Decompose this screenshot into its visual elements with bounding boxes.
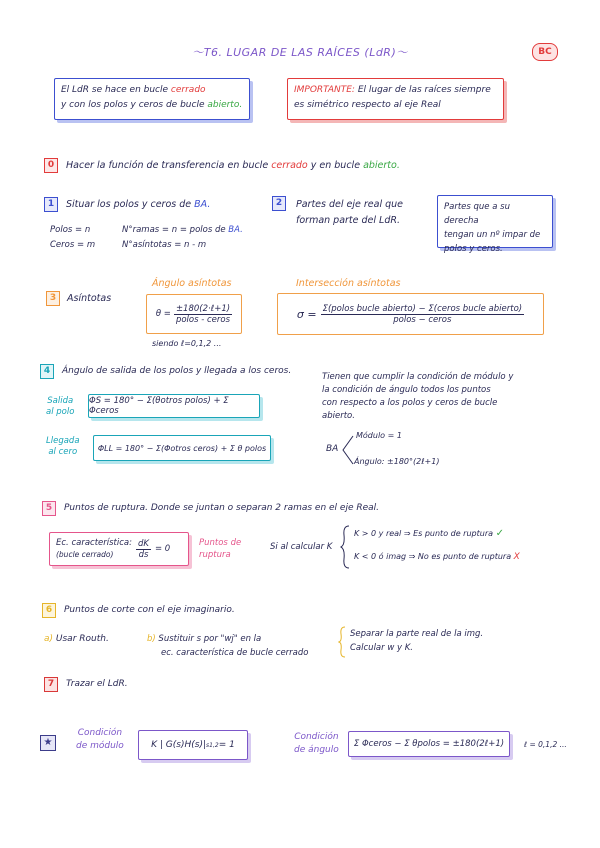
step-7-text: Trazar el LdR. (66, 679, 128, 689)
step-5-number: 5 (42, 501, 56, 516)
case-k-positive: K > 0 y real ⇒ Es punto de ruptura ✓ (354, 528, 504, 539)
option-b: b) Sustituir s por "wj" en la ec. característica de bucle cerrado (147, 634, 309, 658)
ec-caracteristica-box: Ec. característica: (bucle cerrado) $\frac{dK}{ds}$ = 0 (49, 532, 189, 566)
intersection-asymptotes-title: Intersección asíntotas (296, 278, 401, 289)
step-0-text: Hacer la función de transferencia en bucle cerrado y en bucle abierto. (66, 160, 400, 171)
step-1-ramas: N°ramas = n = polos de BA. (122, 225, 243, 235)
bc-badge: BC (532, 43, 558, 61)
salida-label: Salida al polo (46, 396, 75, 417)
step-2-number: 2 (272, 196, 286, 211)
step-1-polos: Polos = n (50, 225, 91, 235)
step-1-asintotas: N°asíntotas = n - m (122, 240, 207, 250)
important-label: IMPORTANTE: (294, 85, 355, 95)
step-7-number: 7 (44, 677, 58, 692)
angulo-condition-label: Condición de ángulo (294, 732, 339, 755)
puntos-ruptura-label: Puntos de ruptura (199, 538, 242, 560)
step-4-number: 4 (40, 364, 54, 379)
modulo-condition: Módulo = 1 (356, 431, 402, 440)
step-1-number: 1 (44, 197, 58, 212)
important-box: IMPORTANTE: El lugar de las raíces siempre es simétrico respecto al eje Real (287, 78, 504, 120)
step-6-text: Puntos de corte con el eje imaginario. (64, 605, 235, 615)
condition-note: Tienen que cumplir la condición de módulo y la condición de ángulo todos los puntos con respecto a los polos y ceros de bucle abierto. (322, 372, 514, 421)
case-k-negative: K < 0 ó imag ⇒ No es punto de ruptura X (354, 552, 520, 562)
step-3-text: Asíntotas (67, 293, 112, 304)
separate-note: Separar la parte real de la img. Calcular w y K. (350, 629, 484, 653)
angle-asymptotes-box: θ = $\frac{\text{±180(2·ℓ+1)}}{\text{polos - ceros}}$ (146, 294, 242, 334)
step-5-text: Puntos de ruptura. Donde se juntan o separan 2 ramas en el eje Real. (64, 503, 380, 513)
llegada-equation-box: ΦLL = 180° − Σ(Φotros ceros) + Σ θ polos (93, 435, 271, 461)
star-icon: ★ (40, 735, 56, 751)
step-1-ceros: Ceros = m (50, 240, 96, 250)
step-1-text: Situar los polos y ceros de BA. (66, 199, 211, 210)
modulo-condition-label: Condición de módulo (76, 728, 124, 751)
step-4-text: Ángulo de salida de los polos y llegada a los ceros. (62, 366, 292, 376)
separate-brace-icon (338, 626, 346, 658)
step-0-number: 0 (44, 158, 58, 173)
angle-asymptotes-title: Ángulo asíntotas (152, 278, 232, 289)
modulo-condition-box: K | G(s)H(s)| s1,2 = 1 (138, 730, 248, 760)
ba-brace-icon (340, 434, 354, 466)
siendo-note: siendo ℓ=0,1,2 ... (152, 339, 222, 348)
l-values-note: ℓ = 0,1,2 ... (524, 740, 567, 749)
intro-box: El LdR se hace en bucle cerrado y con los polos y ceros de bucle abierto. (54, 78, 250, 120)
intersection-asymptotes-box: σ = $\frac{\text{Σ(polos bucle abierto) − Σ(ceros bucle abierto)}}{\text{polos − ceros}}$ (277, 293, 544, 335)
title-decor-left: 〜 (192, 46, 204, 59)
step-3-number: 3 (46, 291, 60, 306)
llegada-label: Llegada al cero (46, 436, 80, 457)
option-a: a) Usar Routh. (44, 634, 109, 644)
si-calcular-k: Si al calcular K (270, 542, 333, 552)
cross-icon: X (513, 552, 520, 562)
title-decor-right: 〜 (396, 46, 408, 59)
check-icon: ✓ (495, 528, 504, 539)
cases-brace-icon (340, 525, 350, 569)
step-6-number: 6 (42, 603, 56, 618)
step-2-text: Partes del eje real que forman parte del LdR. (296, 199, 404, 226)
ba-label: BA (326, 444, 339, 454)
salida-equation-box: ΦS = 180° − Σ(θotros polos) + Σ Φceros (88, 394, 260, 418)
angulo-condition-box: Σ Φceros − Σ θpolos = ±180(2ℓ+1) (348, 731, 510, 757)
angulo-condition: Ángulo: ±180°(2ℓ+1) (354, 457, 440, 466)
page-title: 〜T6. LUGAR DE LAS RAÍCES (LdR)〜 (192, 46, 408, 59)
step-2-note-box: Partes que a su derecha tengan un nº impar de polos y ceros. (437, 195, 553, 248)
